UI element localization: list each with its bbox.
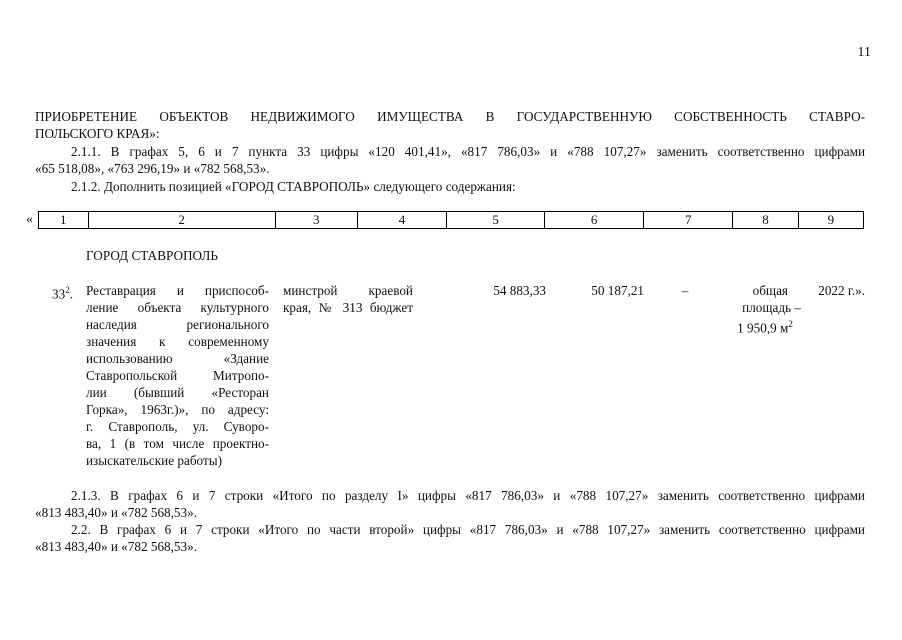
column-number: 2 [89, 212, 276, 228]
column-6-value: 50 187,21 [591, 283, 644, 298]
column-number: 9 [827, 212, 835, 227]
paragraph-2-1-2: 2.1.2. Дополнить позицией «ГОРОД СТАВРОПОЛЬ» следующего содержания: [71, 179, 516, 194]
row-number: $33^2$. [52, 285, 73, 302]
object-name-line: ва, 1 (в том числе проектно- [86, 436, 269, 451]
heading-line-1: ПРИОБРЕТЕНИЕ ОБЪЕКТОВ НЕДВИЖИМОГО ИМУЩЕСТВА В ГОСУДАРСТВЕННУЮ СОБСТВЕННОСТЬ СТАВРО- [35, 109, 865, 124]
object-name-line: г. Ставрополь, ул. Суворо- [86, 419, 269, 434]
object-name-line: Реставрация и приспособ- [86, 283, 269, 298]
customer-line: минстрой краевой [283, 283, 413, 298]
section-title: ГОРОД СТАВРОПОЛЬ [86, 248, 218, 263]
column-number-row [38, 211, 864, 229]
column-5-value: 54 883,33 [493, 283, 546, 298]
page-number: 11 [857, 45, 871, 60]
customer-line: края, № 313 бюджет [283, 300, 413, 315]
paragraph-2-1-3-line-2: «813 483,40» и «782 568,53». [35, 505, 198, 520]
column-number: 7 [644, 212, 733, 228]
object-name-line: Ставропольской Митропо- [86, 368, 269, 383]
customer-and-budget [283, 282, 413, 316]
column-9-value: 2022 г.». [818, 283, 865, 298]
area-line: 1 950,9 $м^2$ [737, 319, 793, 336]
paragraph-2-1-1-line-2: «65 518,08», «763 296,19» и «782 568,53». [35, 161, 270, 176]
object-name-line: наследия регионального [86, 317, 269, 332]
object-name-line: лии (бывший «Ресторан [86, 385, 269, 400]
object-name-line: значения к современному [86, 334, 269, 349]
area-line: общая [752, 283, 788, 298]
paragraph-2-2-line-1: 2.2. В графах 6 и 7 строки «Итого по части второй» цифры «817 786,03» и «788 107,27» заменить соответственно цифрами [71, 522, 865, 537]
object-name-line: ление объекта культурного [86, 300, 269, 315]
column-number: 1 [39, 212, 89, 228]
object-name-line: изыскательские работы) [86, 453, 222, 468]
column-number: 3 [276, 212, 358, 228]
column-number: 6 [545, 212, 644, 228]
object-name [86, 282, 269, 469]
object-name-line: Горка», 1963г.)», по адресу: [86, 402, 269, 417]
column-number: 8 [733, 212, 798, 228]
open-quote: « [26, 212, 33, 227]
column-number: 5 [447, 212, 545, 228]
paragraph-2-1-3-line-1: 2.1.3. В графах 6 и 7 строки «Итого по разделу I» цифры «817 786,03» и «788 107,27» заменить соответственно цифрами [71, 488, 865, 503]
area-line: площадь – [742, 300, 801, 315]
heading-line-2: ПОЛЬСКОГО КРАЯ»: [35, 126, 160, 141]
column-7-value: – [681, 283, 689, 298]
column-8-value [724, 282, 806, 336]
column-number: 4 [358, 212, 447, 228]
object-name-line: использованию «Здание [86, 351, 269, 366]
paragraph-2-2-line-2: «813 483,40» и «782 568,53». [35, 539, 198, 554]
paragraph-2-1-1-line-1: 2.1.1. В графах 5, 6 и 7 пункта 33 цифры «120 401,41», «817 786,03» и «788 107,27» заменить соответственно цифрами [71, 144, 865, 159]
